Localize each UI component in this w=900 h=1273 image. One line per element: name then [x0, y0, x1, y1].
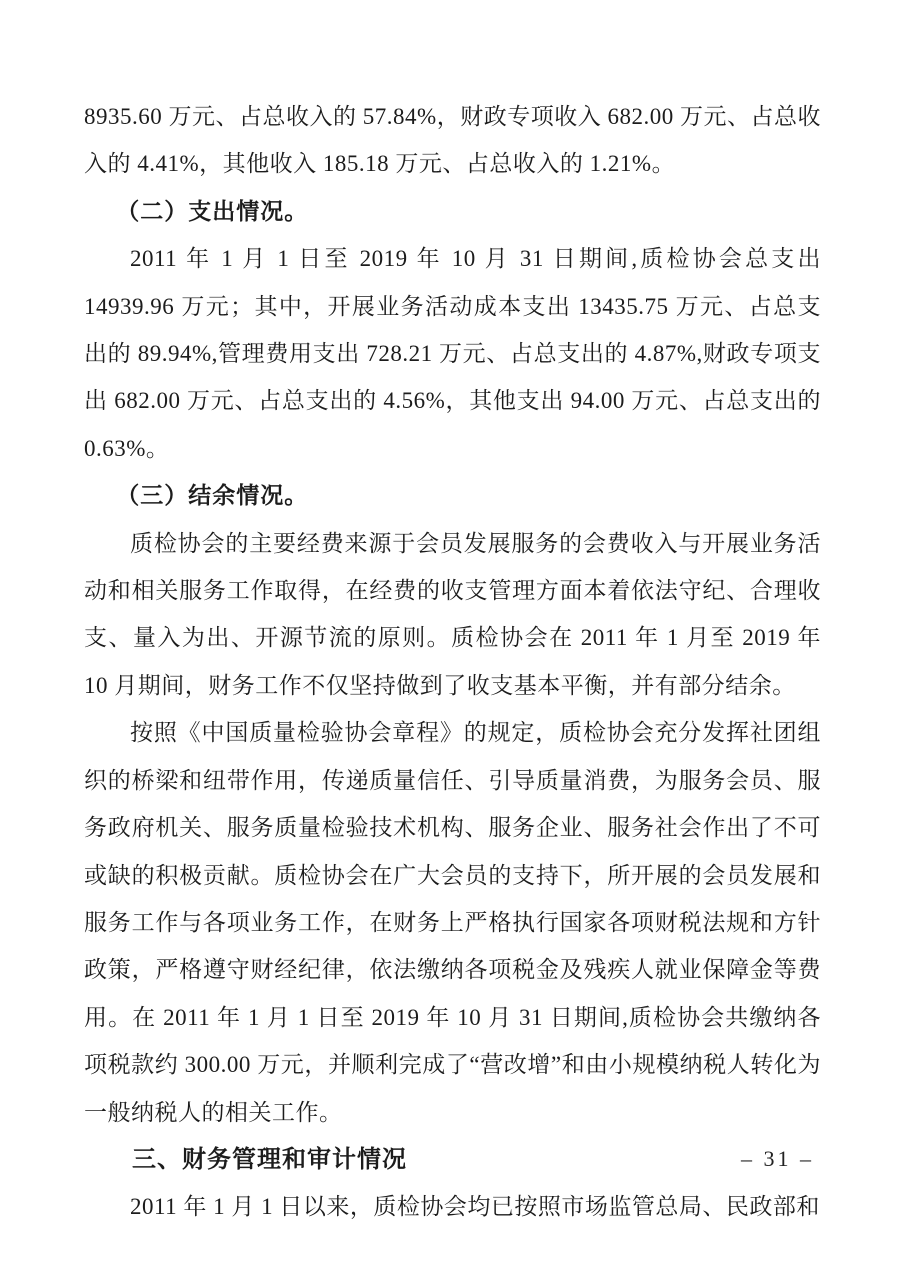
paragraph-regulatory-compliance-intro: 2011 年 1 月 1 日以来，质检协会均已按照市场监管总局、民政部和 [130, 1194, 820, 1220]
page-number: – 31 – [741, 1146, 814, 1171]
heading-expenditure-situation: （二）支出情况。 [116, 198, 309, 224]
document-body [84, 93, 821, 1231]
paragraph-income-breakdown-continuation: 8935.60 万元、占总收入的 57.84%，财政专项收入 682.00 万元、占总收入的 4.41%，其他收入 185.18 万元、占总收入的 1.21%。 [84, 104, 821, 177]
heading-financial-management-and-audit: 三、财务管理和审计情况 [132, 1145, 407, 1173]
paragraph-expenditure-details: 2011 年 1 月 1 日至 2019 年 10 月 31 日期间,质检协会总支出 14939.96 万元；其中，开展业务活动成本支出 13435.75 万元、占总支出的 89.94%,管理费用支出 728.21 万元、占总支出的 4.87%,财政专项支出 682.00 万元、占总支出的 4.56%，其他支出 94.00 万元、占总支出的 0.63%。 [84, 246, 821, 461]
paragraph-charter-and-tax-compliance: 按照《中国质量检验协会章程》的规定，质检协会充分发挥社团组织的桥梁和纽带作用，传递质量信任、引导质量消费，为服务会员、服务政府机关、服务质量检验技术机构、服务企业、服务社会作出了不可或缺的积极贡献。质检协会在广大会员的支持下，所开展的会员发展和服务工作与各项业务工作，在财务上严格执行国家各项财税法规和方针政策，严格遵守财经纪律，依法缴纳各项税金及残疾人就业保障金等费用。在 2011 年 1 月 1 日至 2019 年 10 月 31 日期间,质检协会共缴纳各项税款约 300.00 万元，并顺利完成了“营改增”和由小规模纳税人转化为一般纳税人的相关工作。 [84, 720, 821, 1125]
paragraph-funding-sources: 质检协会的主要经费来源于会员发展服务的会费收入与开展业务活动和相关服务工作取得，在经费的收支管理方面本着依法守纪、合理收支、量入为出、开源节流的原则。质检协会在 2011 年 1 月至 2019 年 10 月期间，财务工作不仅坚持做到了收支基本平衡，并有部分结余。 [84, 530, 821, 698]
heading-balance-situation: （三）结余情况。 [116, 483, 309, 509]
